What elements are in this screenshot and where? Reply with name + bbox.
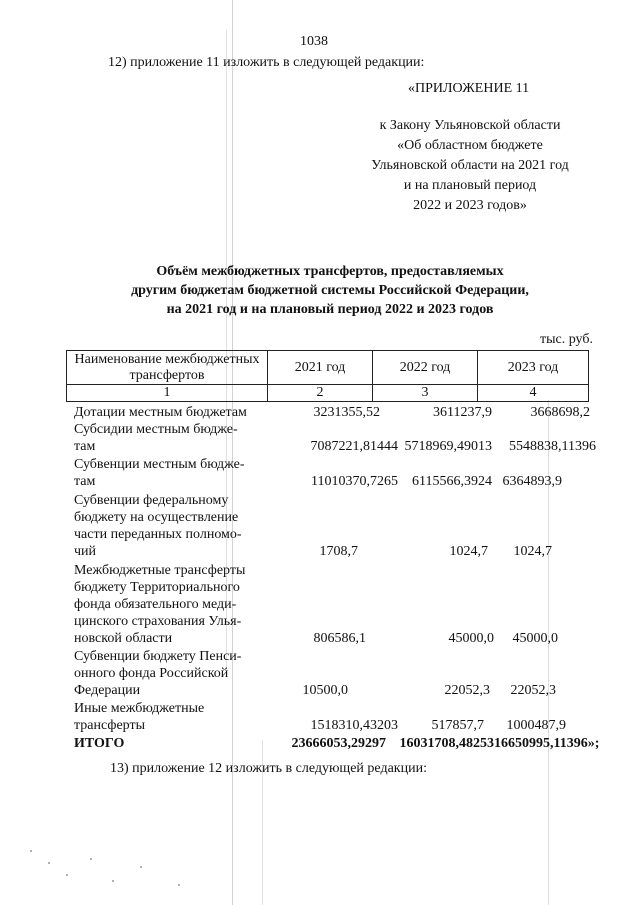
row-name-line: там xyxy=(74,439,96,454)
reference-line: Ульяновской области на 2021 год xyxy=(371,158,569,173)
total-2023: 16650995,11396»; xyxy=(494,736,600,751)
document-title xyxy=(70,262,590,319)
header-2022: 2022 год xyxy=(373,351,478,385)
reference-line: 2022 и 2023 годов» xyxy=(413,198,527,213)
cell-2023: 6364893,9 xyxy=(502,474,562,489)
cell-2021: 11010370,7265 xyxy=(311,474,398,489)
title-line: другим бюджетам бюджетной системы Российской Федерации, xyxy=(131,283,529,298)
scan-noise xyxy=(112,880,114,882)
header-2023: 2023 год xyxy=(478,351,589,385)
total-2021: 23666053,29297 xyxy=(291,736,386,751)
next-paragraph: 13) приложение 12 изложить в следующей редакции: xyxy=(110,761,427,776)
reference-line: и на плановый период xyxy=(403,178,537,193)
cell-2022: 5718969,49013 xyxy=(404,439,492,454)
scan-noise xyxy=(90,858,92,860)
title-line: на 2021 год и на плановый период 2022 и 2023 годов xyxy=(166,302,494,317)
cell-2022: 22052,3 xyxy=(444,683,490,698)
cell-2021: 806586,1 xyxy=(313,631,366,646)
cell-2023: 45000,0 xyxy=(512,631,558,646)
row-name-line: части переданных полномо- xyxy=(74,527,242,542)
cell-2022: 6115566,3924 xyxy=(412,474,492,489)
table-row-name xyxy=(74,648,264,699)
cell-2022: 1024,7 xyxy=(449,544,488,559)
unit-label: тыс. руб. xyxy=(540,332,593,347)
scan-noise xyxy=(48,862,50,864)
total-label: ИТОГО xyxy=(74,736,125,751)
scan-noise xyxy=(178,884,180,886)
column-number: 1 xyxy=(67,385,268,402)
table-row-name xyxy=(74,700,264,734)
total-2022: 16031708,48253 xyxy=(399,736,494,751)
row-name-line: там xyxy=(74,474,96,489)
column-number: 2 xyxy=(268,385,373,402)
row-name-line: Межбюджетные трансферты xyxy=(74,563,246,578)
cell-2021: 7087221,81444 xyxy=(310,439,398,454)
cell-2023: 1024,7 xyxy=(513,544,552,559)
row-name-line: бюджету Территориального xyxy=(74,580,240,595)
title-line: Объём межбюджетных трансфертов, предоставляемых xyxy=(156,264,504,279)
table-row-name xyxy=(74,562,264,647)
row-name-line: Субсидии местным бюдже- xyxy=(74,422,238,437)
row-name-line: чий xyxy=(74,544,97,559)
table-row-name xyxy=(74,456,264,490)
row-name-line: трансферты xyxy=(74,718,146,733)
table-row-name xyxy=(74,492,264,560)
row-name-line: Дотации местным бюджетам xyxy=(74,405,247,420)
column-number: 4 xyxy=(478,385,589,402)
row-name-line: цинского страхования Улья- xyxy=(74,614,242,629)
row-name-line: новской области xyxy=(74,631,173,646)
row-name-line: Субвенции местным бюдже- xyxy=(74,457,245,472)
row-name-line: фонда обязательного меди- xyxy=(74,597,237,612)
cell-2021: 1518310,43203 xyxy=(310,718,398,733)
row-name-line: Иные межбюджетные xyxy=(74,701,205,716)
row-name-line: Субвенции федеральному xyxy=(74,493,229,508)
cell-2023: 22052,3 xyxy=(510,683,556,698)
cell-2021: 10500,0 xyxy=(302,683,348,698)
row-name-line: Субвенции бюджету Пенси- xyxy=(74,649,242,664)
cell-2022: 3611237,9 xyxy=(433,405,492,420)
cell-2023: 5548838,11396 xyxy=(509,439,596,454)
scan-noise xyxy=(140,866,142,868)
header-2021: 2021 год xyxy=(268,351,373,385)
row-name-line: бюджету на осуществление xyxy=(74,510,239,525)
cell-2023: 3668698,2 xyxy=(530,405,590,420)
cell-2021: 3231355,52 xyxy=(313,405,380,420)
cell-2022: 517857,7 xyxy=(431,718,484,733)
intro-text: 12) приложение 11 изложить в следующей редакции: xyxy=(108,55,425,70)
appendix-title: «ПРИЛОЖЕНИЕ 11 xyxy=(408,81,530,96)
column-number: 3 xyxy=(373,385,478,402)
cell-2021: 1708,7 xyxy=(319,544,358,559)
scan-noise xyxy=(30,850,32,852)
page-number: 1038 xyxy=(300,34,328,49)
table-row-name xyxy=(74,421,264,455)
reference-line: к Закону Ульяновской области xyxy=(379,118,561,133)
cell-2023: 1000487,9 xyxy=(506,718,566,733)
cell-2022: 45000,0 xyxy=(448,631,494,646)
table-header xyxy=(66,350,589,402)
header-name: Наименование межбюджетных трансфертов xyxy=(67,351,268,385)
scan-noise xyxy=(66,874,68,876)
row-name-line: онного фонда Российской xyxy=(74,666,229,681)
table-row-name xyxy=(74,404,264,421)
row-name-line: Федерации xyxy=(74,683,141,698)
reference-line: «Об областном бюджете xyxy=(397,138,543,153)
law-reference xyxy=(330,116,610,216)
